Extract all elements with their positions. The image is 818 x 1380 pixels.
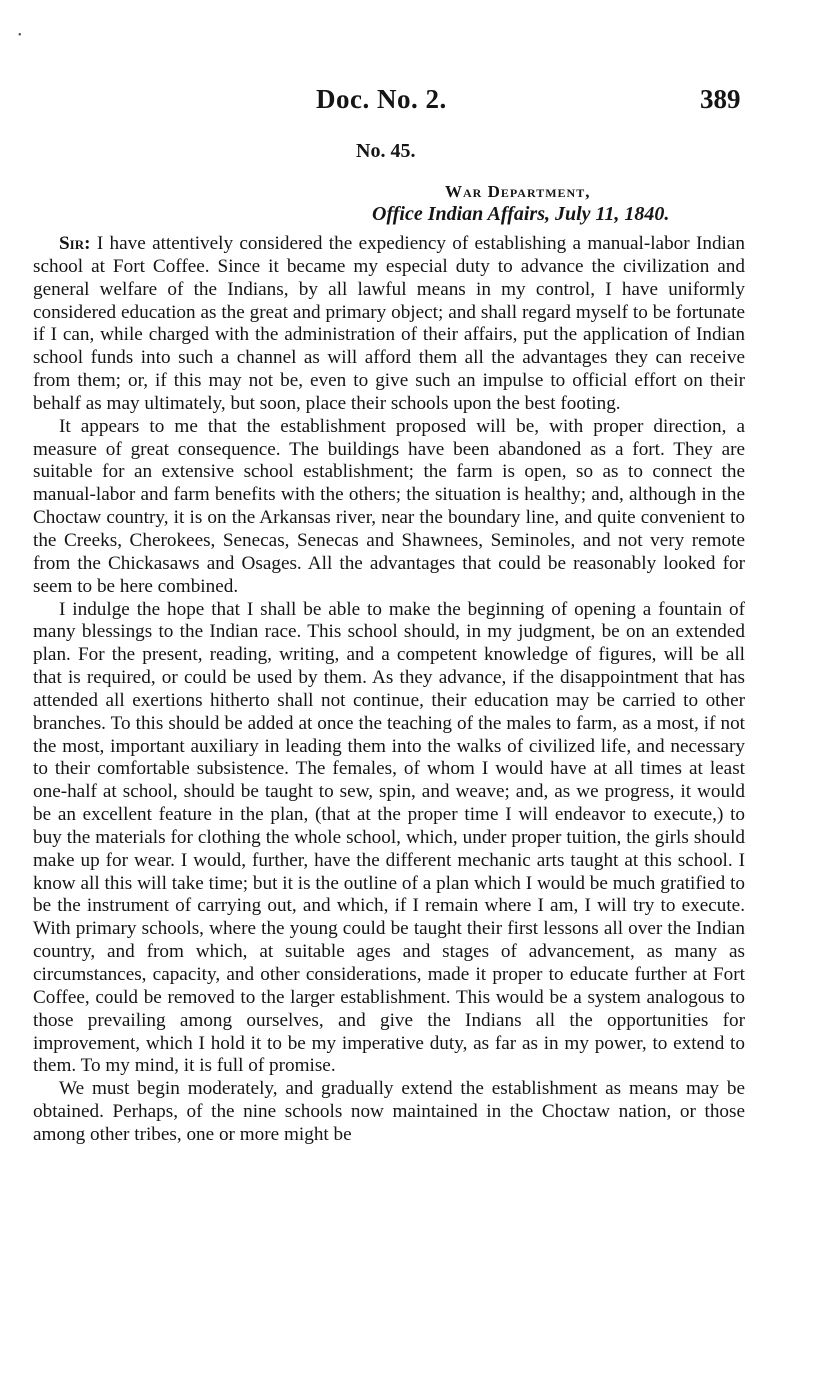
- office-date-line: [372, 203, 669, 226]
- office-date-text: Office Indian Affairs, July 11, 1840.: [372, 203, 670, 225]
- salutation: Sir:: [59, 233, 91, 254]
- page-header: [0, 84, 818, 124]
- document-title: Doc. No. 2.: [316, 84, 447, 114]
- ink-speck: •: [18, 30, 22, 41]
- paragraph: It appears to me that the establishment proposed will be, with proper direction, a measure of great consequence. The buildings have been abandoned as a fort. They are suitable for an extensive school establishment; the farm is open, so as to connect the manual-labor and farm benefits with the others; the situation is healthy; and, although in the Choctaw country, it is on the Arkansas river, near the boundary line, and quite convenient to the Creeks, Cherokees, Senecas, Senecas and Shawnees, Seminoles, and not very remote from the Chickasaws and Osages. All the advantages that could be reasonably looked for seem to be here combined.: [33, 415, 745, 597]
- paragraph-text: I have attentively considered the expediency of establishing a manual-labor Indian school at Fort Coffee. Since it became my especial duty to advance the civilization and general welfare of the Indians, by all lawful means in my control, I have uniformly considered education as the great and primary object; and shall regard myself to be fortunate if I can, while charged with the administration of their affairs, put the application of Indian school funds into such a channel as will afford them all the advantages they can receive from them; or, if this may not be, even to give such an impulse to official effort on their behalf as may ultimately, but soon, place their schools upon the best footing.: [33, 233, 745, 414]
- paragraph: [33, 233, 745, 416]
- department-heading: War Department,: [445, 182, 591, 201]
- letter-number: No. 45.: [356, 140, 416, 162]
- letter-body: [33, 233, 745, 1147]
- paragraph: We must begin moderately, and gradually extend the establishment as means may be obtained. Perhaps, of the nine schools now maintained in the Choctaw nation, or those among other tribes, one or more might be: [33, 1078, 745, 1145]
- paragraph: I indulge the hope that I shall be able to make the beginning of opening a fountain of many blessings to the Indian race. This school should, in my judgment, be on an extended plan. For the present, reading, writing, and a competent knowledge of figures, will be all that is required, or could be used by them. As they advance, if the disappointment that has attended all exertions hitherto shall not continue, their education may be carried to other branches. To this should be added at once the teaching of the males to farm, as a most, if not the most, important auxiliary in leading them into the walks of civilized life, and necessary to their comfortable subsistence. The females, of whom I would have at all times at least one-half at school, should be taught to sew, spin, and weave; and, as we progress, it would be an excellent feature in the plan, (that at the proper time I will endeavor to execute,) to buy the materials for clothing the whole school, which, under proper tuition, the girls should make up for wear. I would, further, have the different mechanic arts taught at this school. I know all this will take time; but it is the outline of a plan which I would be much gratified to be the instrument of carrying out, and which, if I remain where I am, I will try to execute. With primary schools, where the young could be taught their first lessons all over the Indian country, and from which, at suitable ages and stages of advancement, as many as circumstances, capacity, and other considerations, made it proper to educate further at Fort Coffee, could be removed to the larger establishment. This would be a system analogous to those prevailing among ourselves, and give the Indians all the opportunities for improvement, which I hold it to be my imperative duty, as far as in my power, to extend to them. To my mind, it is full of promise.: [33, 598, 745, 1077]
- page-number: 389: [700, 84, 741, 114]
